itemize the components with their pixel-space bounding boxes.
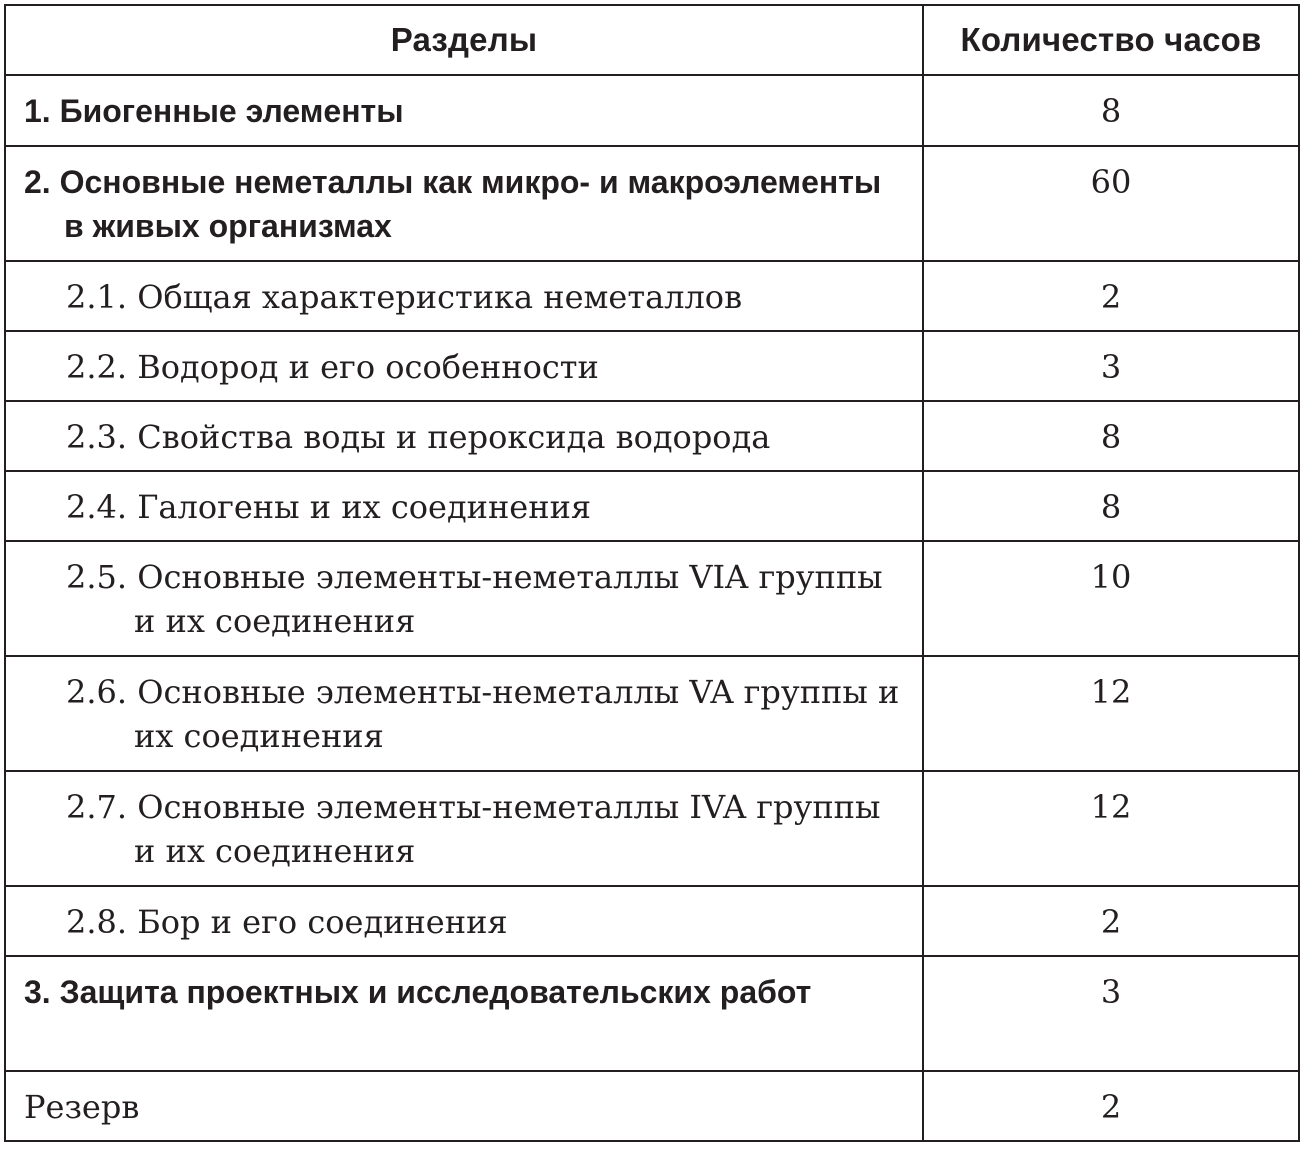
hours-value: 8 xyxy=(923,75,1299,146)
table-row xyxy=(5,656,1299,771)
table-row xyxy=(5,886,1299,956)
hours-value: 8 xyxy=(923,401,1299,471)
reserve-label: Резерв xyxy=(5,1071,923,1141)
section-title: 1. Биогенные элементы xyxy=(5,75,923,146)
hours-value: 8 xyxy=(923,471,1299,541)
table-row xyxy=(5,261,1299,331)
document-page xyxy=(4,4,1298,1169)
subsection-title: 2.7. Основные элементы-неметаллы IVA группы и их соединения xyxy=(5,771,923,886)
hours-value: 12 xyxy=(923,656,1299,771)
table-row xyxy=(5,331,1299,401)
hours-value: 3 xyxy=(923,956,1299,1071)
table-row xyxy=(5,401,1299,471)
table-row xyxy=(5,771,1299,886)
column-header-hours: Количество часов xyxy=(923,5,1299,75)
subsection-title: 2.1. Общая характеристика неметаллов xyxy=(5,261,923,331)
column-header-sections: Разделы xyxy=(5,5,923,75)
table-row xyxy=(5,146,1299,261)
subsection-title: 2.8. Бор и его соединения xyxy=(5,886,923,956)
hours-value: 10 xyxy=(923,541,1299,656)
table-row xyxy=(5,956,1299,1071)
section-title: 3. Защита проектных и исследовательских работ xyxy=(5,956,923,1071)
table-row xyxy=(5,471,1299,541)
table-header-row xyxy=(5,5,1299,75)
subsection-title: 2.2. Водород и его особенности xyxy=(5,331,923,401)
section-title: 2. Основные неметаллы как микро- и макроэлементы в живых организмах xyxy=(5,146,923,261)
subsection-title: 2.5. Основные элементы-неметаллы VIA группы и их соединения xyxy=(5,541,923,656)
subsection-title: 2.3. Свойства воды и пероксида водорода xyxy=(5,401,923,471)
hours-value: 12 xyxy=(923,771,1299,886)
table-row xyxy=(5,1071,1299,1141)
table-row xyxy=(5,541,1299,656)
hours-value: 2 xyxy=(923,886,1299,956)
subsection-title: 2.4. Галогены и их соединения xyxy=(5,471,923,541)
subsection-title: 2.6. Основные элементы-неметаллы VA группы и их соединения xyxy=(5,656,923,771)
hours-value: 2 xyxy=(923,261,1299,331)
hours-value: 3 xyxy=(923,331,1299,401)
hours-value: 2 xyxy=(923,1071,1299,1141)
table-row xyxy=(5,75,1299,146)
curriculum-table xyxy=(4,4,1300,1142)
hours-value: 60 xyxy=(923,146,1299,261)
